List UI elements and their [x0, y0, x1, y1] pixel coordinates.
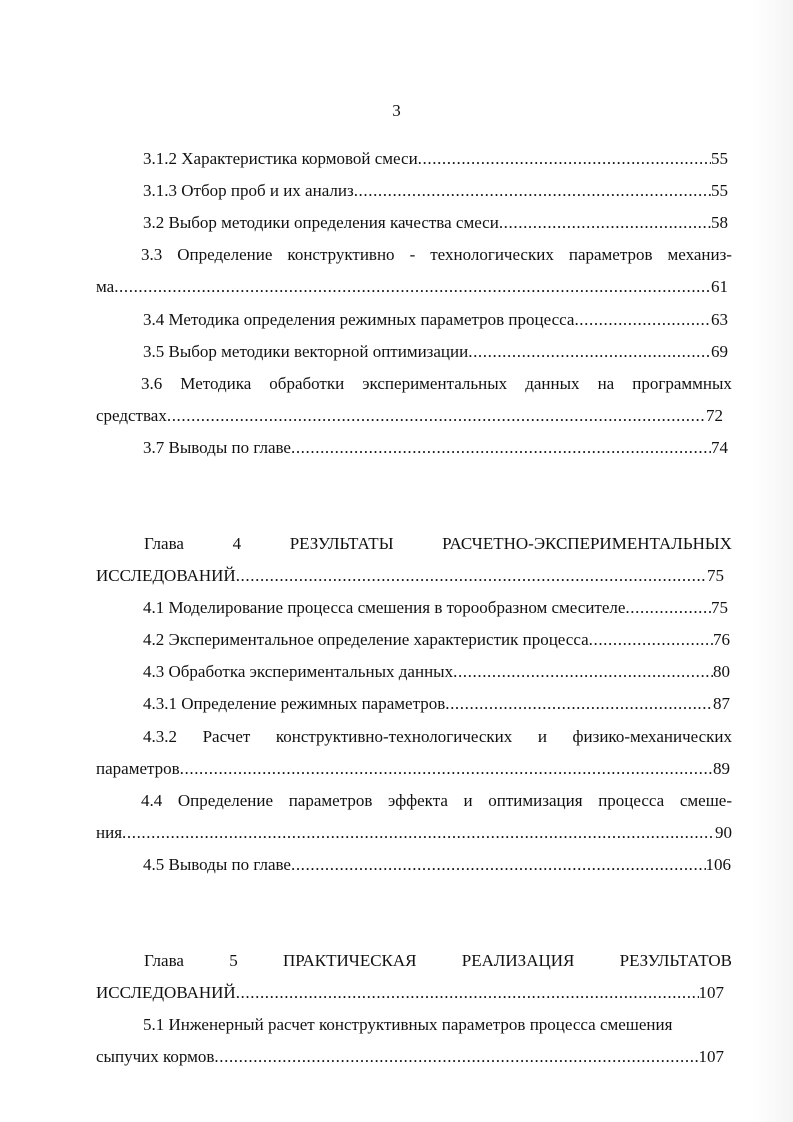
dot-leader	[114, 276, 711, 298]
toc-word: механиз-	[667, 245, 732, 264]
toc-entry-4-2[interactable]	[143, 629, 730, 651]
dot-leader	[180, 758, 713, 780]
toc-entry-page: 90	[715, 823, 732, 842]
toc-entry-label: 3.1.3 Отбор проб и их анализ	[143, 181, 354, 200]
page-number: 3	[392, 101, 401, 120]
toc-entry-page: 87	[713, 694, 730, 713]
toc-chapter-5-line2[interactable]	[96, 982, 724, 1004]
toc-word: обработки	[269, 374, 345, 393]
dot-leader	[453, 661, 713, 683]
toc-entry-3-1-3[interactable]	[143, 180, 728, 202]
toc-entry-3-2[interactable]	[143, 212, 728, 234]
toc-word: 4.3.2	[143, 727, 177, 746]
toc-chapter-5-line1[interactable]	[144, 950, 732, 972]
dot-leader	[291, 854, 706, 876]
toc-entry-page: 107	[698, 983, 724, 1002]
toc-entry-4-4-line1[interactable]	[141, 790, 732, 812]
toc-word: процесса	[598, 791, 665, 810]
scan-edge-shadow	[753, 0, 793, 1122]
toc-word: РЕАЛИЗАЦИЯ	[461, 951, 575, 970]
toc-entry-label: параметров	[96, 759, 180, 778]
toc-word: Глава	[144, 534, 184, 553]
toc-word: Определение	[177, 245, 273, 264]
toc-entry-3-3-line2[interactable]	[96, 276, 728, 298]
toc-entry-label: 5.1 Инженерный расчет конструктивных параметров процесса смешения	[143, 1015, 673, 1034]
toc-entry-label: ИССЛЕДОВАНИЙ	[96, 566, 236, 585]
dot-leader	[499, 212, 711, 234]
toc-entry-3-6-line1[interactable]	[141, 373, 732, 395]
toc-word: Методика	[180, 374, 252, 393]
dot-leader	[625, 597, 711, 619]
dot-leader	[468, 341, 711, 363]
toc-entry-label: 4.3 Обработка экспериментальных данных	[143, 662, 454, 681]
toc-chapter-4-line2[interactable]	[96, 565, 724, 587]
toc-entry-page: 55	[711, 149, 728, 168]
toc-word: 5	[229, 951, 238, 970]
toc-entry-page: 55	[711, 181, 728, 200]
toc-word: -	[409, 245, 416, 264]
toc-entry-3-3-line1[interactable]	[141, 244, 732, 266]
toc-word: Определение	[177, 791, 274, 810]
toc-entry-page: 69	[711, 342, 728, 361]
toc-entry-page: 75	[707, 566, 724, 585]
toc-word: конструктивно	[287, 245, 395, 264]
toc-word: 4.4	[141, 791, 163, 810]
dot-leader	[354, 180, 711, 202]
toc-word: оптимизация	[488, 791, 583, 810]
toc-entry-label: 3.5 Выбор методики векторной оптимизации	[143, 342, 469, 361]
toc-entry-3-1-2[interactable]	[143, 148, 728, 170]
toc-entry-label: сыпучих кормов	[96, 1047, 215, 1066]
toc-entry-4-4-line2[interactable]	[96, 822, 732, 844]
toc-word: Расчет	[202, 727, 251, 746]
toc-word: 3.6	[141, 374, 163, 393]
toc-word: программных	[632, 374, 732, 393]
toc-word: Глава	[144, 951, 184, 970]
toc-word: эффекта	[388, 791, 448, 810]
dot-leader	[291, 437, 711, 459]
toc-entry-page: 75	[711, 598, 728, 617]
toc-entry-page: 107	[698, 1047, 724, 1066]
toc-word: ПРАКТИЧЕСКАЯ	[282, 951, 417, 970]
toc-entry-page: 89	[713, 759, 730, 778]
toc-entry-4-5[interactable]	[143, 854, 731, 876]
toc-word: и	[463, 791, 473, 810]
toc-word: на	[597, 374, 615, 393]
toc-entry-page: 106	[705, 855, 731, 874]
dot-leader	[122, 822, 715, 844]
toc-entry-label: ния	[96, 823, 123, 842]
toc-entry-page: 76	[713, 630, 730, 649]
toc-entry-4-1[interactable]	[143, 597, 728, 619]
toc-entry-label: 4.2 Экспериментальное определение характеристик процесса	[143, 630, 589, 649]
dot-leader	[418, 148, 711, 170]
dot-leader	[167, 405, 706, 427]
toc-entry-5-1-line1[interactable]	[143, 1014, 732, 1036]
toc-word: РЕЗУЛЬТАТЫ	[289, 534, 394, 553]
toc-chapter-4-line1[interactable]	[144, 533, 732, 555]
toc-entry-page: 74	[711, 438, 728, 457]
dot-leader	[214, 1046, 698, 1068]
toc-word: 3.3	[141, 245, 163, 264]
toc-entry-4-3-1[interactable]	[143, 693, 730, 715]
toc-word: технологических	[430, 245, 554, 264]
toc-entry-label: 4.1 Моделирование процесса смешения в торообразном смесителе	[143, 598, 626, 617]
toc-entry-page: 61	[711, 277, 728, 296]
toc-word: экспериментальных	[362, 374, 508, 393]
toc-word: физико-механических	[572, 727, 732, 746]
toc-entry-page: 63	[711, 310, 728, 329]
toc-word: РЕЗУЛЬТАТОВ	[619, 951, 732, 970]
toc-word: конструктивно-технологических	[275, 727, 513, 746]
toc-word: данных	[525, 374, 580, 393]
toc-entry-page: 58	[711, 213, 728, 232]
toc-entry-label: 3.4 Методика определения режимных параметров процесса	[143, 310, 575, 329]
toc-entry-page: 80	[713, 662, 730, 681]
toc-entry-4-3-2-line2[interactable]	[96, 758, 730, 780]
dot-leader	[445, 693, 713, 715]
toc-word: и	[537, 727, 547, 746]
toc-entry-label: 4.5 Выводы по главе	[143, 855, 291, 874]
toc-entry-label: 3.1.2 Характеристика кормовой смеси	[143, 149, 418, 168]
toc-entry-5-1-line2[interactable]	[96, 1046, 724, 1068]
dot-leader	[589, 629, 713, 651]
toc-entry-label: ИССЛЕДОВАНИЙ	[96, 983, 236, 1002]
toc-entry-label: 3.2 Выбор методики определения качества смеси	[143, 213, 499, 232]
toc-entry-label: средствах	[96, 406, 167, 425]
toc-entry-3-4[interactable]	[143, 309, 728, 331]
toc-entry-4-3[interactable]	[143, 661, 730, 683]
dot-leader	[236, 982, 699, 1004]
toc-entry-3-7[interactable]	[143, 437, 728, 459]
toc-word: смеше-	[679, 791, 732, 810]
toc-entry-label: ма	[96, 277, 115, 296]
toc-entry-label: 3.7 Выводы по главе	[143, 438, 291, 457]
toc-word: параметров	[568, 245, 653, 264]
toc-entry-3-6-line2[interactable]	[96, 405, 723, 427]
toc-word: 4	[232, 534, 242, 553]
toc-word: параметров	[288, 791, 373, 810]
dot-leader	[236, 565, 707, 587]
toc-word: РАСЧЕТНО-ЭКСПЕРИМЕНТАЛЬНЫХ	[442, 534, 732, 553]
toc-entry-page: 72	[706, 406, 723, 425]
toc-entry-4-3-2-line1[interactable]	[143, 726, 732, 748]
dot-leader	[574, 309, 711, 331]
toc-entry-3-5[interactable]	[143, 341, 728, 363]
toc-entry-label: 4.3.1 Определение режимных параметров	[143, 694, 446, 713]
